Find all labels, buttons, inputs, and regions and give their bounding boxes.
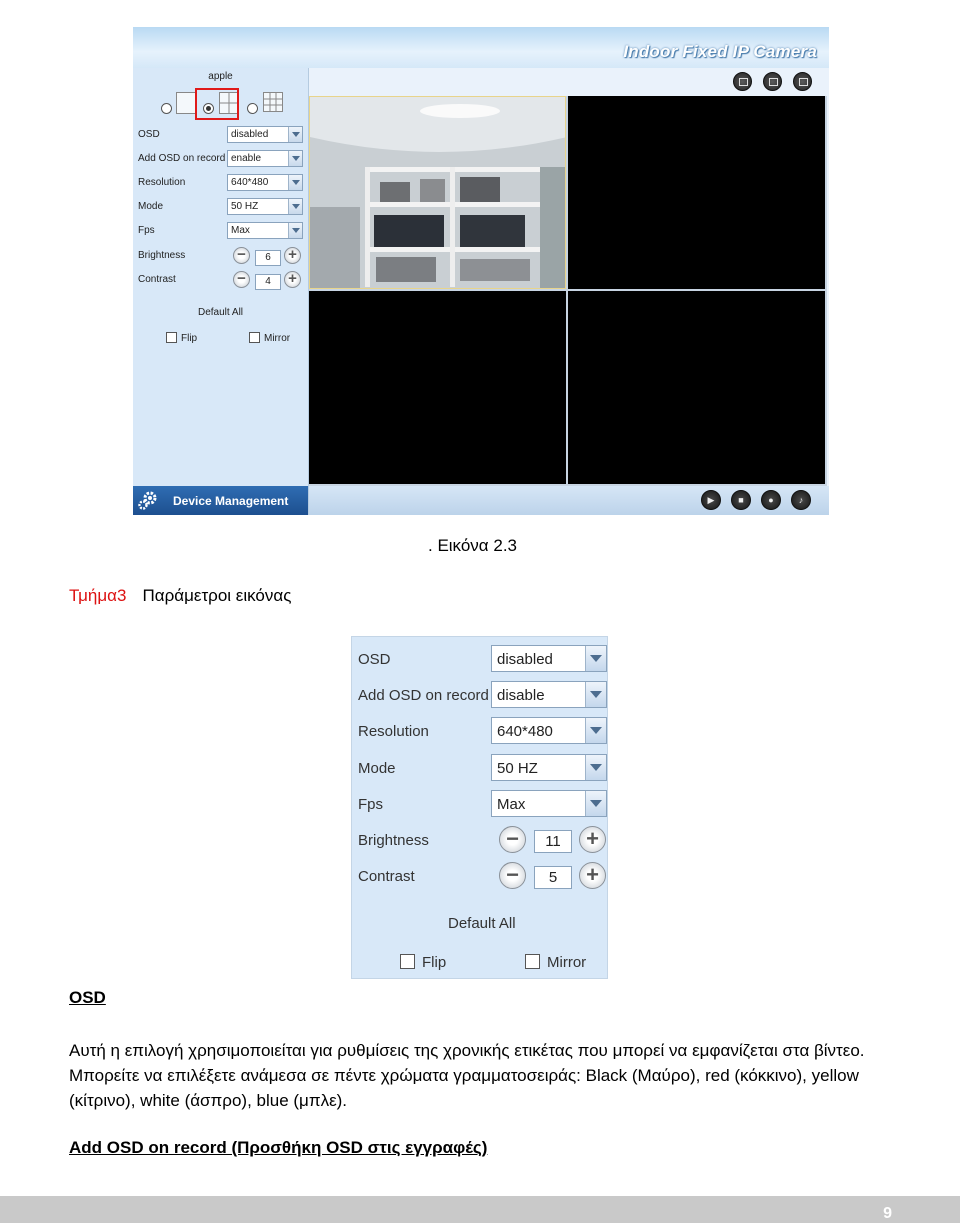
stop-icon[interactable]: ■: [731, 490, 751, 510]
chevron-down-icon: [585, 791, 606, 816]
minus-icon[interactable]: −: [233, 271, 250, 288]
flip-checkbox[interactable]: [166, 332, 177, 343]
chevron-down-icon: [288, 151, 302, 166]
minus-icon[interactable]: −: [499, 826, 526, 853]
flip-label: Flip: [181, 333, 198, 344]
fps-label: Fps: [138, 225, 155, 236]
plus-icon[interactable]: +: [579, 826, 606, 853]
section-title: Παράμετροι εικόνας: [142, 586, 292, 605]
single-view-icon: [176, 92, 196, 114]
fps-value: Max: [231, 225, 250, 236]
contrast-row: [358, 862, 608, 890]
mode-value: 50 HZ: [231, 201, 259, 212]
add-osd-row: [138, 150, 306, 168]
resolution-select[interactable]: [227, 174, 303, 191]
mirror-checkbox[interactable]: [249, 332, 260, 343]
add-osd-heading: Add OSD on record (Προσθήκη OSD στις εγγραφές): [69, 1138, 488, 1157]
add-osd-select[interactable]: [491, 681, 607, 708]
default-all-button[interactable]: Default All: [448, 915, 516, 932]
osd-row: [138, 126, 306, 144]
talk-icon[interactable]: ●: [761, 490, 781, 510]
mode-value: 50 HZ: [497, 760, 538, 777]
fps-row: [358, 790, 608, 818]
brightness-value[interactable]: 6: [255, 250, 281, 266]
video-cell-1[interactable]: [309, 96, 566, 289]
mirror-label: Mirror: [264, 333, 291, 344]
layout-9-radio[interactable]: [247, 103, 258, 114]
chevron-down-icon: [288, 175, 302, 190]
app-header: [133, 27, 829, 68]
brightness-label: Brightness: [358, 832, 429, 849]
gear-icon: [137, 489, 159, 511]
osd-row: [358, 645, 608, 673]
video-cell-2[interactable]: [568, 96, 825, 289]
page-footer: [0, 1196, 960, 1223]
chevron-down-icon: [288, 127, 302, 142]
add-osd-row: [358, 681, 608, 709]
contrast-value[interactable]: 4: [255, 274, 281, 290]
osd-select[interactable]: [227, 126, 303, 143]
chevron-down-icon: [585, 755, 606, 780]
video-cell-3[interactable]: [309, 291, 566, 484]
contrast-label: Contrast: [358, 868, 415, 885]
fullscreen-icon[interactable]: [793, 72, 812, 91]
resolution-value: 640*480: [497, 723, 553, 740]
chevron-down-icon: [585, 646, 606, 671]
osd-value: disabled: [231, 129, 269, 140]
chevron-down-icon: [585, 682, 606, 707]
playback-bar: [309, 486, 829, 515]
nine-view-icon: [263, 92, 283, 112]
mode-label: Mode: [138, 201, 164, 212]
plus-icon[interactable]: +: [284, 271, 301, 288]
play-icon[interactable]: ▶: [701, 490, 721, 510]
resolution-row: [358, 717, 608, 745]
fps-value: Max: [497, 796, 526, 813]
osd-label: OSD: [138, 129, 160, 140]
device-name: apple: [208, 71, 233, 82]
chevron-down-icon: [288, 223, 302, 238]
mirror-label: Mirror: [547, 954, 587, 971]
resolution-select[interactable]: [491, 717, 607, 744]
add-osd-select[interactable]: [227, 150, 303, 167]
image-params-panel: [351, 636, 608, 979]
audio-icon[interactable]: ♪: [791, 490, 811, 510]
resolution-label: Resolution: [138, 177, 186, 188]
osd-value: disabled: [497, 651, 553, 668]
camera-ui-screenshot: [133, 27, 829, 515]
default-all-button[interactable]: Default All: [198, 307, 244, 318]
brightness-value[interactable]: 11: [534, 830, 572, 853]
flip-checkbox[interactable]: [400, 954, 415, 969]
fps-label: Fps: [358, 796, 384, 813]
osd-description: Αυτή η επιλογή χρησιμοποιείται για ρυθμίσεις της χρονικής ετικέτας που μπορεί να εμφανίζεται στα βίντεο. Μπορείτε να επιλέξετε ανάμεσα σε πέντε χρώματα γραμματοσειράς: Black (Μαύρο), red (κόκκινο), yellow (κίτρινο), white (άσπρο), blue (μπλε).: [69, 1041, 865, 1110]
contrast-value[interactable]: 5: [534, 866, 572, 889]
fps-row: [138, 222, 306, 240]
chevron-down-icon: [585, 718, 606, 743]
add-osd-label: Add OSD on record: [358, 687, 489, 704]
mode-row: [138, 198, 306, 216]
brightness-row: [358, 826, 608, 854]
brightness-row: [138, 247, 306, 265]
chevron-down-icon: [288, 199, 302, 214]
layout-1-radio[interactable]: [161, 103, 172, 114]
plus-icon[interactable]: +: [284, 247, 301, 264]
snapshot-icon[interactable]: [733, 72, 752, 91]
mirror-checkbox[interactable]: [525, 954, 540, 969]
mode-select[interactable]: [491, 754, 607, 781]
video-grid: [309, 96, 827, 486]
figure-caption: . Εικόνα 2.3: [428, 536, 517, 555]
fps-select[interactable]: [491, 790, 607, 817]
osd-label: OSD: [358, 651, 391, 668]
app-title: Indoor Fixed IP Camera: [623, 42, 817, 61]
brightness-label: Brightness: [138, 250, 186, 261]
plus-icon[interactable]: +: [579, 862, 606, 889]
resolution-label: Resolution: [358, 723, 429, 740]
osd-heading: OSD: [69, 988, 106, 1007]
mode-select[interactable]: [227, 198, 303, 215]
resolution-row: [138, 174, 306, 192]
record-icon[interactable]: [763, 72, 782, 91]
add-osd-label: Add OSD on record: [138, 153, 226, 164]
mode-row: [358, 754, 608, 782]
camera-feed-image: [310, 97, 566, 289]
mode-label: Mode: [358, 760, 396, 777]
flip-label: Flip: [422, 954, 447, 971]
selected-layout-highlight: [195, 88, 239, 120]
section-number: Τμήμα3: [69, 586, 127, 605]
osd-select[interactable]: [491, 645, 607, 672]
add-osd-value: disable: [497, 687, 545, 704]
fps-select[interactable]: [227, 222, 303, 239]
settings-sidebar: [133, 68, 309, 515]
section-heading: [69, 586, 291, 606]
resolution-value: 640*480: [231, 177, 269, 188]
contrast-row: [138, 271, 306, 289]
minus-icon[interactable]: −: [499, 862, 526, 889]
device-management-button[interactable]: [133, 486, 308, 515]
layout-selector: [159, 92, 299, 118]
contrast-label: Contrast: [138, 274, 176, 285]
add-osd-value: enable: [231, 153, 262, 164]
minus-icon[interactable]: −: [233, 247, 250, 264]
page-number: 9: [883, 1205, 892, 1222]
video-cell-4[interactable]: [568, 291, 825, 484]
device-management-label: Device Management: [173, 494, 289, 508]
